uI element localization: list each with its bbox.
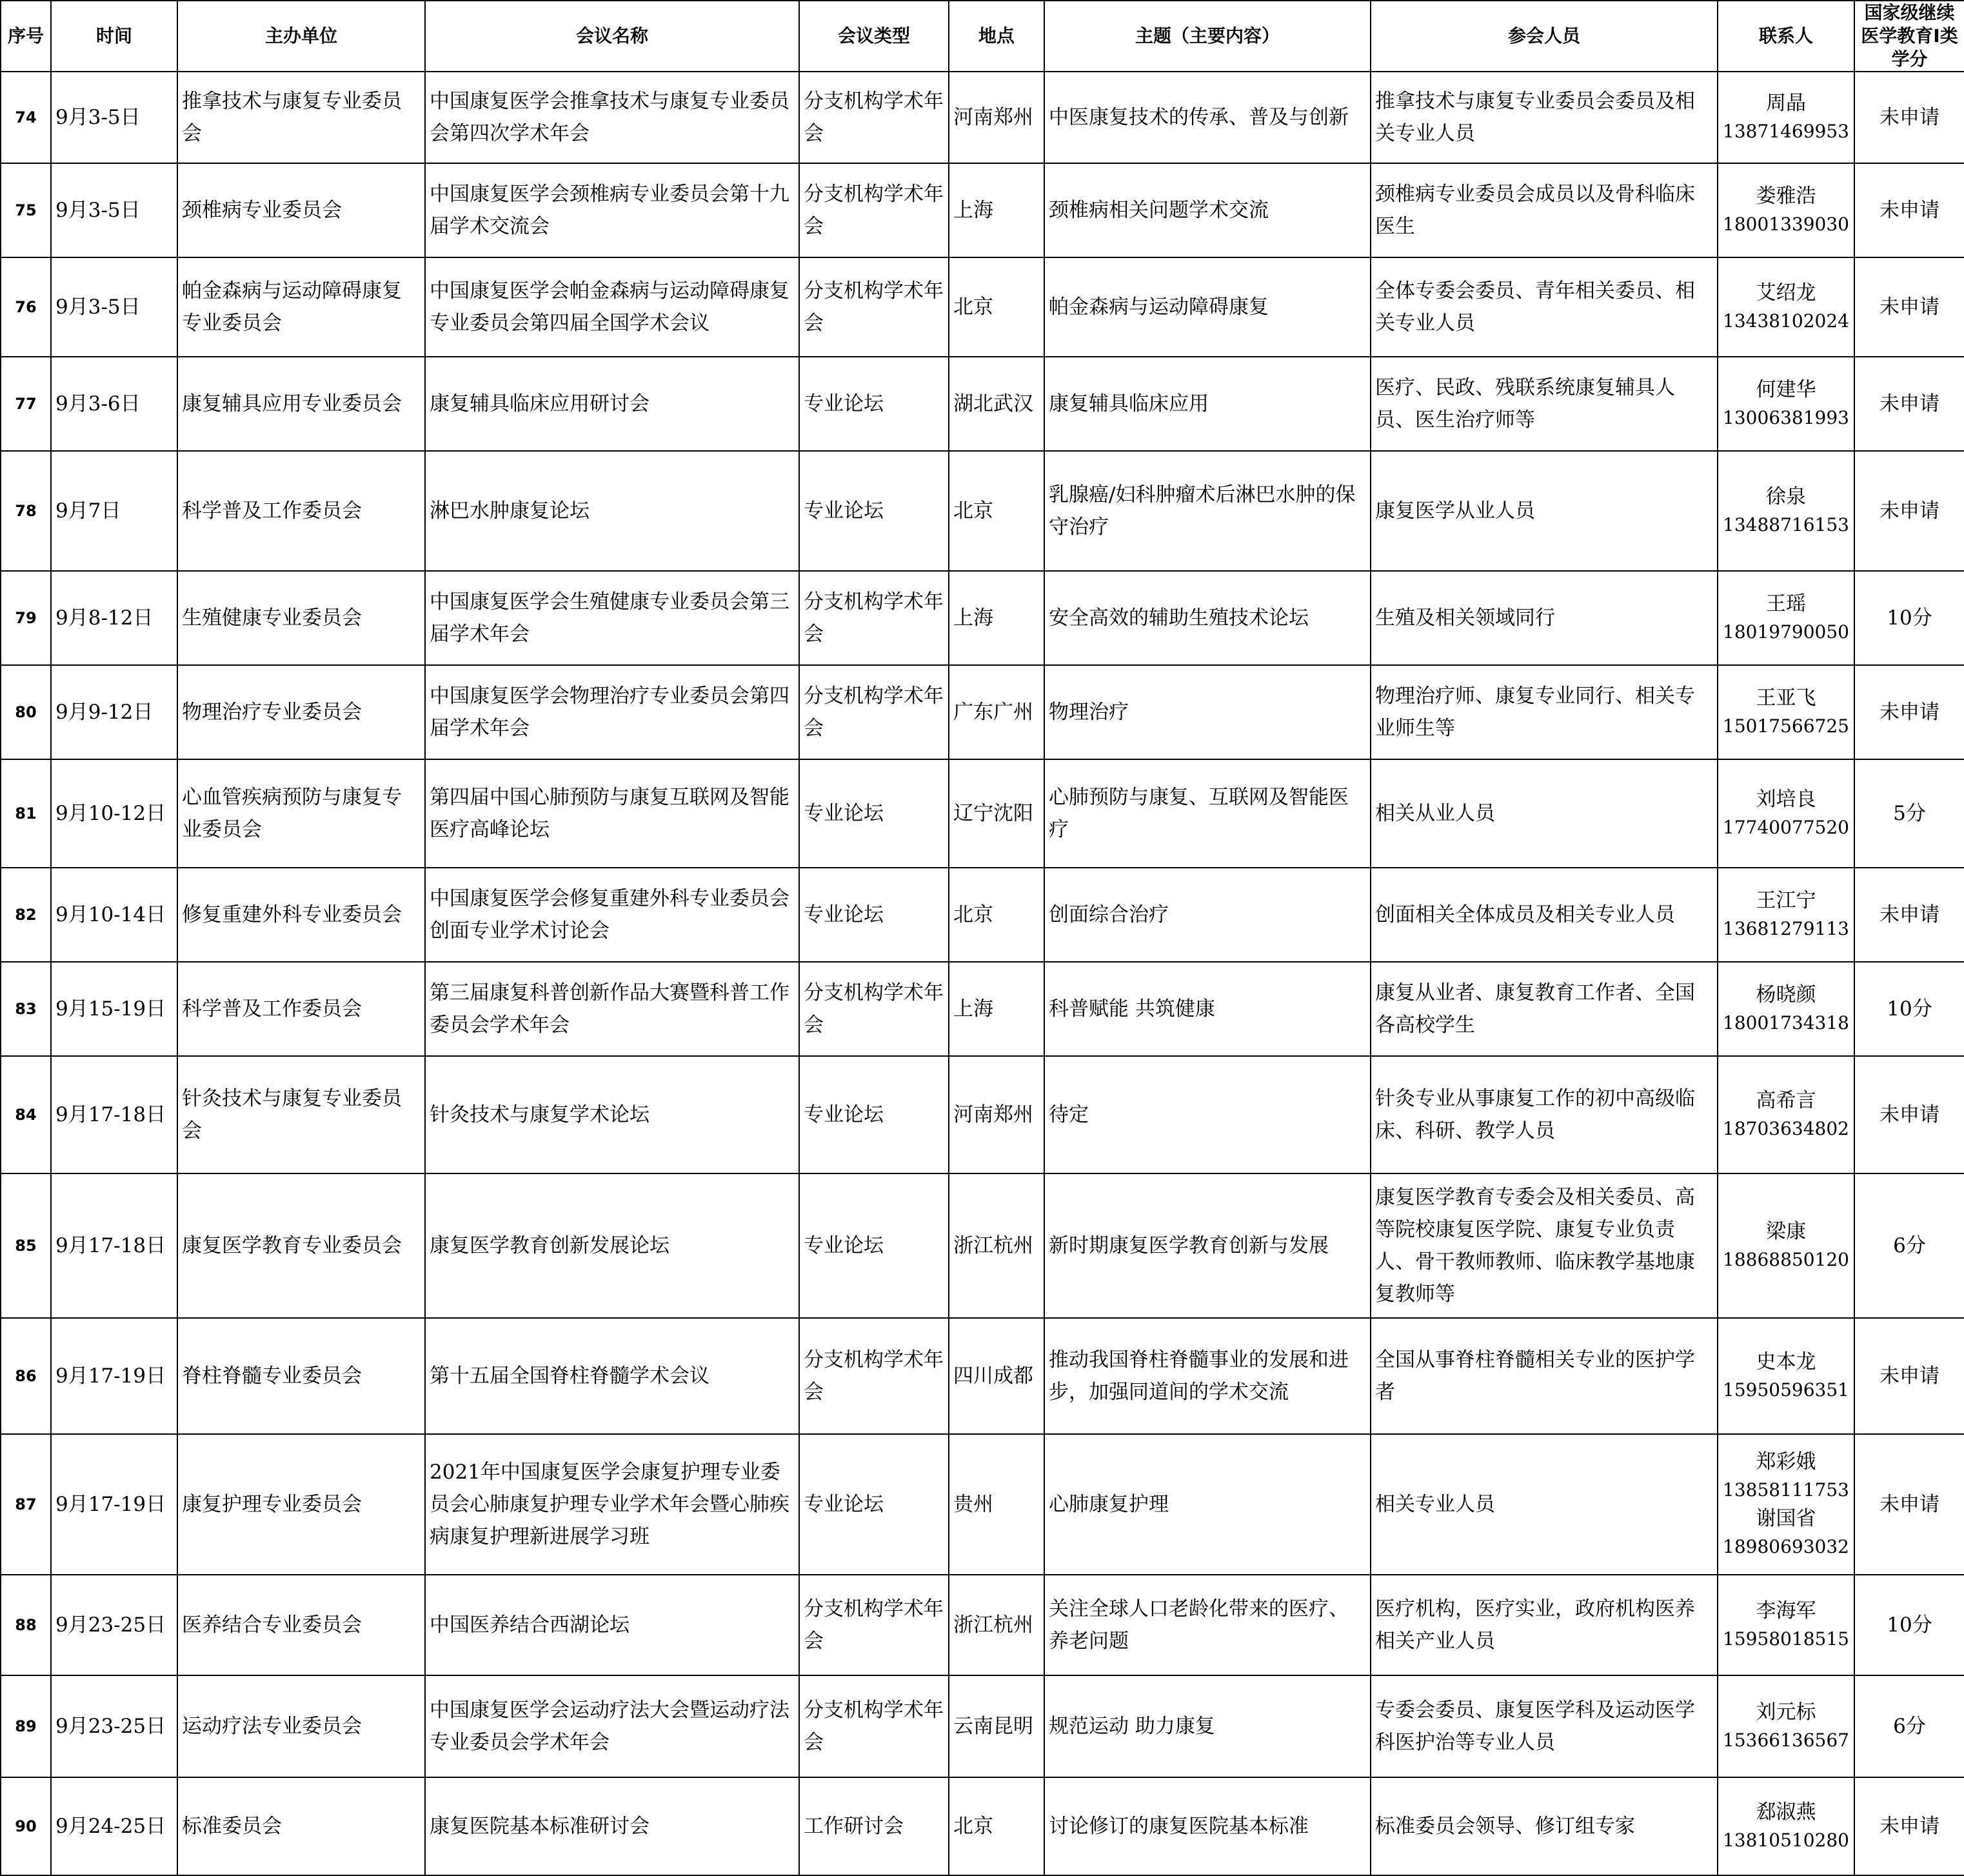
contact-cell	[1718, 868, 1854, 962]
table-row	[1, 759, 1964, 868]
organizer-cell: 科学普及工作委员会	[177, 451, 425, 571]
meeting-name-cell: 针灸技术与康复学术论坛	[425, 1056, 799, 1173]
contact-phone: 13871469953	[1723, 121, 1849, 142]
attendees-cell: 康复从业者、康复教育工作者、全国各高校学生	[1371, 962, 1718, 1056]
theme-cell: 科普赋能 共筑健康	[1044, 962, 1371, 1056]
theme-cell: 安全高效的辅助生殖技术论坛	[1044, 571, 1371, 665]
meeting-name-cell: 中国康复医学会颈椎病专业委员会第十九届学术交流会	[425, 163, 799, 257]
date-cell: 9月17-19日	[51, 1318, 177, 1434]
location-cell: 北京	[949, 257, 1044, 357]
contact-name: 刘培良	[1756, 788, 1816, 811]
row-number: 75	[1, 163, 51, 257]
column-header: 地点	[949, 1, 1044, 72]
column-header: 主办单位	[177, 1, 425, 72]
attendees-cell: 相关专业人员	[1371, 1434, 1718, 1575]
contact-name: 刘元标	[1756, 1701, 1816, 1724]
organizer-cell: 医养结合专业委员会	[177, 1575, 425, 1675]
location-cell: 北京	[949, 1777, 1044, 1875]
meeting-name-cell: 中国康复医学会物理治疗专业委员会第四届学术年会	[425, 665, 799, 759]
location-cell: 河南郑州	[949, 72, 1044, 163]
location-cell: 湖北武汉	[949, 357, 1044, 451]
organizer-cell: 心血管疾病预防与康复专业委员会	[177, 759, 425, 868]
location-cell: 广东广州	[949, 665, 1044, 759]
column-header: 国家级继续医学教育I类学分	[1854, 1, 1964, 72]
contact-name: 徐泉	[1766, 485, 1806, 508]
organizer-cell: 颈椎病专业委员会	[177, 163, 425, 257]
attendees-cell: 颈椎病专业委员会成员以及骨科临床医生	[1371, 163, 1718, 257]
contact-name: 高希言	[1756, 1089, 1816, 1112]
meeting-type-cell: 工作研讨会	[799, 1777, 949, 1875]
attendees-cell: 康复医学教育专委会及相关委员、高等院校康复医学院、康复专业负责人、骨干教师教师、临床教学基地康复教师等	[1371, 1173, 1718, 1318]
credit-cell: 6分	[1854, 1173, 1964, 1318]
credit-cell: 10分	[1854, 962, 1964, 1056]
location-cell: 上海	[949, 571, 1044, 665]
date-cell: 9月23-25日	[51, 1675, 177, 1777]
column-header: 联系人	[1718, 1, 1854, 72]
table-row	[1, 1318, 1964, 1434]
meeting-type-cell: 专业论坛	[799, 451, 949, 571]
contact-cell	[1718, 1056, 1854, 1173]
contact-name: 梁康	[1766, 1220, 1806, 1243]
row-number: 90	[1, 1777, 51, 1875]
theme-cell: 心肺康复护理	[1044, 1434, 1371, 1575]
meeting-type-cell: 分支机构学术年会	[799, 962, 949, 1056]
credit-cell: 未申请	[1854, 1777, 1964, 1875]
meeting-type-cell: 分支机构学术年会	[799, 163, 949, 257]
date-cell: 9月17-19日	[51, 1434, 177, 1575]
contact-name: 何建华	[1756, 378, 1816, 401]
theme-cell: 康复辅具临床应用	[1044, 357, 1371, 451]
location-cell: 浙江杭州	[949, 1575, 1044, 1675]
meeting-type-cell: 分支机构学术年会	[799, 1575, 949, 1675]
credit-cell: 未申请	[1854, 357, 1964, 451]
contact-phone: 13438102024	[1723, 310, 1849, 332]
date-cell: 9月7日	[51, 451, 177, 571]
table-row	[1, 962, 1964, 1056]
meeting-name-cell: 中国康复医学会帕金森病与运动障碍康复专业委员会第四届全国学术会议	[425, 257, 799, 357]
theme-cell: 心肺预防与康复、互联网及智能医疗	[1044, 759, 1371, 868]
table-row	[1, 72, 1964, 163]
theme-cell: 颈椎病相关问题学术交流	[1044, 163, 1371, 257]
date-cell: 9月17-18日	[51, 1173, 177, 1318]
contact-name: 周晶	[1766, 92, 1806, 115]
column-header: 会议名称	[425, 1, 799, 72]
date-cell: 9月3-6日	[51, 357, 177, 451]
table-row	[1, 451, 1964, 571]
contact-cell	[1718, 163, 1854, 257]
meeting-name-cell: 康复医学教育创新发展论坛	[425, 1173, 799, 1318]
organizer-cell: 科学普及工作委员会	[177, 962, 425, 1056]
contact-cell	[1718, 257, 1854, 357]
organizer-cell: 康复辅具应用专业委员会	[177, 357, 425, 451]
contact-name: 王江宁	[1756, 889, 1816, 912]
credit-cell: 未申请	[1854, 163, 1964, 257]
meeting-type-cell: 专业论坛	[799, 357, 949, 451]
attendees-cell: 标准委员会领导、修订组专家	[1371, 1777, 1718, 1875]
meeting-name-cell: 康复医院基本标准研讨会	[425, 1777, 799, 1875]
meeting-name-cell: 中国康复医学会修复重建外科专业委员会创面专业学术讨论会	[425, 868, 799, 962]
contact-phone: 15958018515	[1723, 1628, 1849, 1650]
credit-cell: 未申请	[1854, 72, 1964, 163]
table-row	[1, 1575, 1964, 1675]
contact-cell	[1718, 665, 1854, 759]
row-number: 87	[1, 1434, 51, 1575]
attendees-cell: 全国从事脊柱脊髓相关专业的医护学者	[1371, 1318, 1718, 1434]
contact-phone: 13810510280	[1723, 1830, 1849, 1851]
credit-cell: 6分	[1854, 1675, 1964, 1777]
row-number: 84	[1, 1056, 51, 1173]
meeting-name-cell: 中国康复医学会生殖健康专业委员会第三届学术年会	[425, 571, 799, 665]
theme-cell: 乳腺癌/妇科肿瘤术后淋巴水肿的保守治疗	[1044, 451, 1371, 571]
contact-phone: 18001734318	[1723, 1012, 1849, 1033]
column-header: 参会人员	[1371, 1, 1718, 72]
contact-phone: 18868850120	[1723, 1249, 1849, 1270]
organizer-cell: 帕金森病与运动障碍康复专业委员会	[177, 257, 425, 357]
row-number: 78	[1, 451, 51, 571]
location-cell: 浙江杭州	[949, 1173, 1044, 1318]
contact-name: 艾绍龙	[1756, 281, 1816, 304]
table-row	[1, 868, 1964, 962]
credit-cell: 10分	[1854, 571, 1964, 665]
column-header: 会议类型	[799, 1, 949, 72]
table-row	[1, 163, 1964, 257]
contact-phone: 18703634802	[1723, 1118, 1849, 1139]
date-cell: 9月3-5日	[51, 72, 177, 163]
contact-phone: 13858111753	[1723, 1479, 1849, 1501]
organizer-cell: 康复护理专业委员会	[177, 1434, 425, 1575]
contact-cell	[1718, 1675, 1854, 1777]
attendees-cell: 相关从业人员	[1371, 759, 1718, 868]
attendees-cell: 医疗、民政、残联系统康复辅具人员、医生治疗师等	[1371, 357, 1718, 451]
meeting-type-cell: 专业论坛	[799, 759, 949, 868]
organizer-cell: 推拿技术与康复专业委员会	[177, 72, 425, 163]
organizer-cell: 修复重建外科专业委员会	[177, 868, 425, 962]
row-number: 83	[1, 962, 51, 1056]
date-cell: 9月9-12日	[51, 665, 177, 759]
attendees-cell: 物理治疗师、康复专业同行、相关专业师生等	[1371, 665, 1718, 759]
location-cell: 河南郑州	[949, 1056, 1044, 1173]
contact-phone: 18001339030	[1723, 214, 1849, 235]
attendees-cell: 创面相关全体成员及相关专业人员	[1371, 868, 1718, 962]
table-row	[1, 357, 1964, 451]
column-header: 主题（主要内容）	[1044, 1, 1371, 72]
credit-cell: 未申请	[1854, 1056, 1964, 1173]
date-cell: 9月10-12日	[51, 759, 177, 868]
credit-cell: 未申请	[1854, 1434, 1964, 1575]
table-row	[1, 1777, 1964, 1875]
date-cell: 9月24-25日	[51, 1777, 177, 1875]
row-number: 79	[1, 571, 51, 665]
date-cell: 9月3-5日	[51, 163, 177, 257]
date-cell: 9月23-25日	[51, 1575, 177, 1675]
attendees-cell: 推拿技术与康复专业委员会委员及相关专业人员	[1371, 72, 1718, 163]
organizer-cell: 脊柱脊髓专业委员会	[177, 1318, 425, 1434]
contact-name: 王瑶	[1766, 592, 1806, 615]
meeting-name-cell: 第三届康复科普创新作品大赛暨科普工作委员会学术年会	[425, 962, 799, 1056]
contact-name: 郑彩娥	[1756, 1450, 1816, 1473]
table-body	[1, 72, 1964, 1875]
row-number: 74	[1, 72, 51, 163]
theme-cell: 推动我国脊柱脊髓事业的发展和进步，加强同道间的学术交流	[1044, 1318, 1371, 1434]
credit-cell: 未申请	[1854, 1318, 1964, 1434]
table-row	[1, 1056, 1964, 1173]
attendees-cell: 针灸专业从事康复工作的初中高级临床、科研、教学人员	[1371, 1056, 1718, 1173]
contact-cell	[1718, 1173, 1854, 1318]
meeting-name-cell: 淋巴水肿康复论坛	[425, 451, 799, 571]
meeting-name-cell: 中国康复医学会推拿技术与康复专业委员会第四次学术年会	[425, 72, 799, 163]
table-row	[1, 665, 1964, 759]
header-row	[1, 1, 1964, 72]
date-cell: 9月3-5日	[51, 257, 177, 357]
contact-phone: 18019790050	[1723, 621, 1849, 643]
contact-phone: 17740077520	[1723, 817, 1849, 838]
contact-phone: 15017566725	[1723, 715, 1849, 737]
theme-cell: 物理治疗	[1044, 665, 1371, 759]
theme-cell: 新时期康复医学教育创新与发展	[1044, 1173, 1371, 1318]
meeting-type-cell: 分支机构学术年会	[799, 1675, 949, 1777]
contact-phone: 13006381993	[1723, 407, 1849, 428]
table-row	[1, 1675, 1964, 1777]
column-header: 时间	[51, 1, 177, 72]
contact-phone: 15950596351	[1723, 1379, 1849, 1401]
theme-cell: 规范运动 助力康复	[1044, 1675, 1371, 1777]
meeting-type-cell: 专业论坛	[799, 1173, 949, 1318]
attendees-cell: 专委会委员、康复医学科及运动医学科医护治等专业人员	[1371, 1675, 1718, 1777]
attendees-cell: 生殖及相关领域同行	[1371, 571, 1718, 665]
contact-name: 郄淑燕	[1756, 1801, 1816, 1824]
theme-cell: 关注全球人口老龄化带来的医疗、养老问题	[1044, 1575, 1371, 1675]
credit-cell: 5分	[1854, 759, 1964, 868]
location-cell: 北京	[949, 451, 1044, 571]
table-row	[1, 571, 1964, 665]
theme-cell: 中医康复技术的传承、普及与创新	[1044, 72, 1371, 163]
contact-cell	[1718, 1777, 1854, 1875]
contact-cell	[1718, 1575, 1854, 1675]
meeting-name-cell: 康复辅具临床应用研讨会	[425, 357, 799, 451]
attendees-cell: 全体专委会委员、青年相关委员、相关专业人员	[1371, 257, 1718, 357]
row-number: 85	[1, 1173, 51, 1318]
organizer-cell: 康复医学教育专业委员会	[177, 1173, 425, 1318]
contact-name: 李海军	[1756, 1599, 1816, 1622]
date-cell: 9月17-18日	[51, 1056, 177, 1173]
location-cell: 辽宁沈阳	[949, 759, 1044, 868]
contact-cell	[1718, 1318, 1854, 1434]
date-cell: 9月15-19日	[51, 962, 177, 1056]
credit-cell: 未申请	[1854, 451, 1964, 571]
meeting-type-cell: 分支机构学术年会	[799, 665, 949, 759]
meeting-type-cell: 专业论坛	[799, 1056, 949, 1173]
contact-cell	[1718, 1434, 1854, 1575]
theme-cell: 帕金森病与运动障碍康复	[1044, 257, 1371, 357]
contact-name: 史本龙	[1756, 1350, 1816, 1373]
credit-cell: 未申请	[1854, 257, 1964, 357]
location-cell: 北京	[949, 868, 1044, 962]
meeting-type-cell: 分支机构学术年会	[799, 72, 949, 163]
table-row	[1, 1434, 1964, 1575]
organizer-cell: 生殖健康专业委员会	[177, 571, 425, 665]
row-number: 76	[1, 257, 51, 357]
row-number: 77	[1, 357, 51, 451]
meeting-type-cell: 分支机构学术年会	[799, 257, 949, 357]
contact-name: 杨晓颜	[1756, 983, 1816, 1006]
column-header: 序号	[1, 1, 51, 72]
contact-name: 娄雅浩	[1756, 185, 1816, 208]
location-cell: 云南昆明	[949, 1675, 1044, 1777]
location-cell: 四川成都	[949, 1318, 1044, 1434]
meeting-name-cell: 第十五届全国脊柱脊髓学术会议	[425, 1318, 799, 1434]
theme-cell: 创面综合治疗	[1044, 868, 1371, 962]
contact-phone: 13488716153	[1723, 514, 1849, 535]
row-number: 80	[1, 665, 51, 759]
date-cell: 9月10-14日	[51, 868, 177, 962]
attendees-cell: 康复医学从业人员	[1371, 451, 1718, 571]
contact-name: 王亚飞	[1756, 686, 1816, 710]
contact-cell	[1718, 759, 1854, 868]
contact-phone: 18980693032	[1723, 1536, 1849, 1557]
row-number: 81	[1, 759, 51, 868]
meeting-name-cell: 2021年中国康复医学会康复护理专业委员会心肺康复护理专业学术年会暨心肺疾病康复护理新进展学习班	[425, 1434, 799, 1575]
theme-cell: 讨论修订的康复医院基本标准	[1044, 1777, 1371, 1875]
organizer-cell: 针灸技术与康复专业委员会	[177, 1056, 425, 1173]
meeting-name-cell: 第四届中国心肺预防与康复互联网及智能医疗高峰论坛	[425, 759, 799, 868]
row-number: 88	[1, 1575, 51, 1675]
meeting-name-cell: 中国康复医学会运动疗法大会暨运动疗法专业委员会学术年会	[425, 1675, 799, 1777]
credit-cell: 未申请	[1854, 665, 1964, 759]
attendees-cell: 医疗机构，医疗实业，政府机构医养相关产业人员	[1371, 1575, 1718, 1675]
row-number: 89	[1, 1675, 51, 1777]
credit-cell: 未申请	[1854, 868, 1964, 962]
contact-cell	[1718, 451, 1854, 571]
contact-phone: 13681279113	[1723, 918, 1849, 939]
date-cell: 9月8-12日	[51, 571, 177, 665]
meeting-type-cell: 专业论坛	[799, 868, 949, 962]
meeting-type-cell: 专业论坛	[799, 1434, 949, 1575]
location-cell: 贵州	[949, 1434, 1044, 1575]
contact-cell	[1718, 357, 1854, 451]
organizer-cell: 物理治疗专业委员会	[177, 665, 425, 759]
organizer-cell: 运动疗法专业委员会	[177, 1675, 425, 1777]
credit-cell: 10分	[1854, 1575, 1964, 1675]
organizer-cell: 标准委员会	[177, 1777, 425, 1875]
contact-cell	[1718, 571, 1854, 665]
meeting-type-cell: 分支机构学术年会	[799, 571, 949, 665]
table-row	[1, 1173, 1964, 1318]
contact-cell	[1718, 72, 1854, 163]
table-row	[1, 257, 1964, 357]
location-cell: 上海	[949, 163, 1044, 257]
contact-phone: 15366136567	[1723, 1730, 1849, 1751]
meeting-name-cell: 中国医养结合西湖论坛	[425, 1575, 799, 1675]
meeting-type-cell: 分支机构学术年会	[799, 1318, 949, 1434]
row-number: 82	[1, 868, 51, 962]
contact-name: 谢国省	[1756, 1507, 1816, 1530]
contact-cell	[1718, 962, 1854, 1056]
theme-cell: 待定	[1044, 1056, 1371, 1173]
row-number: 86	[1, 1318, 51, 1434]
location-cell: 上海	[949, 962, 1044, 1056]
